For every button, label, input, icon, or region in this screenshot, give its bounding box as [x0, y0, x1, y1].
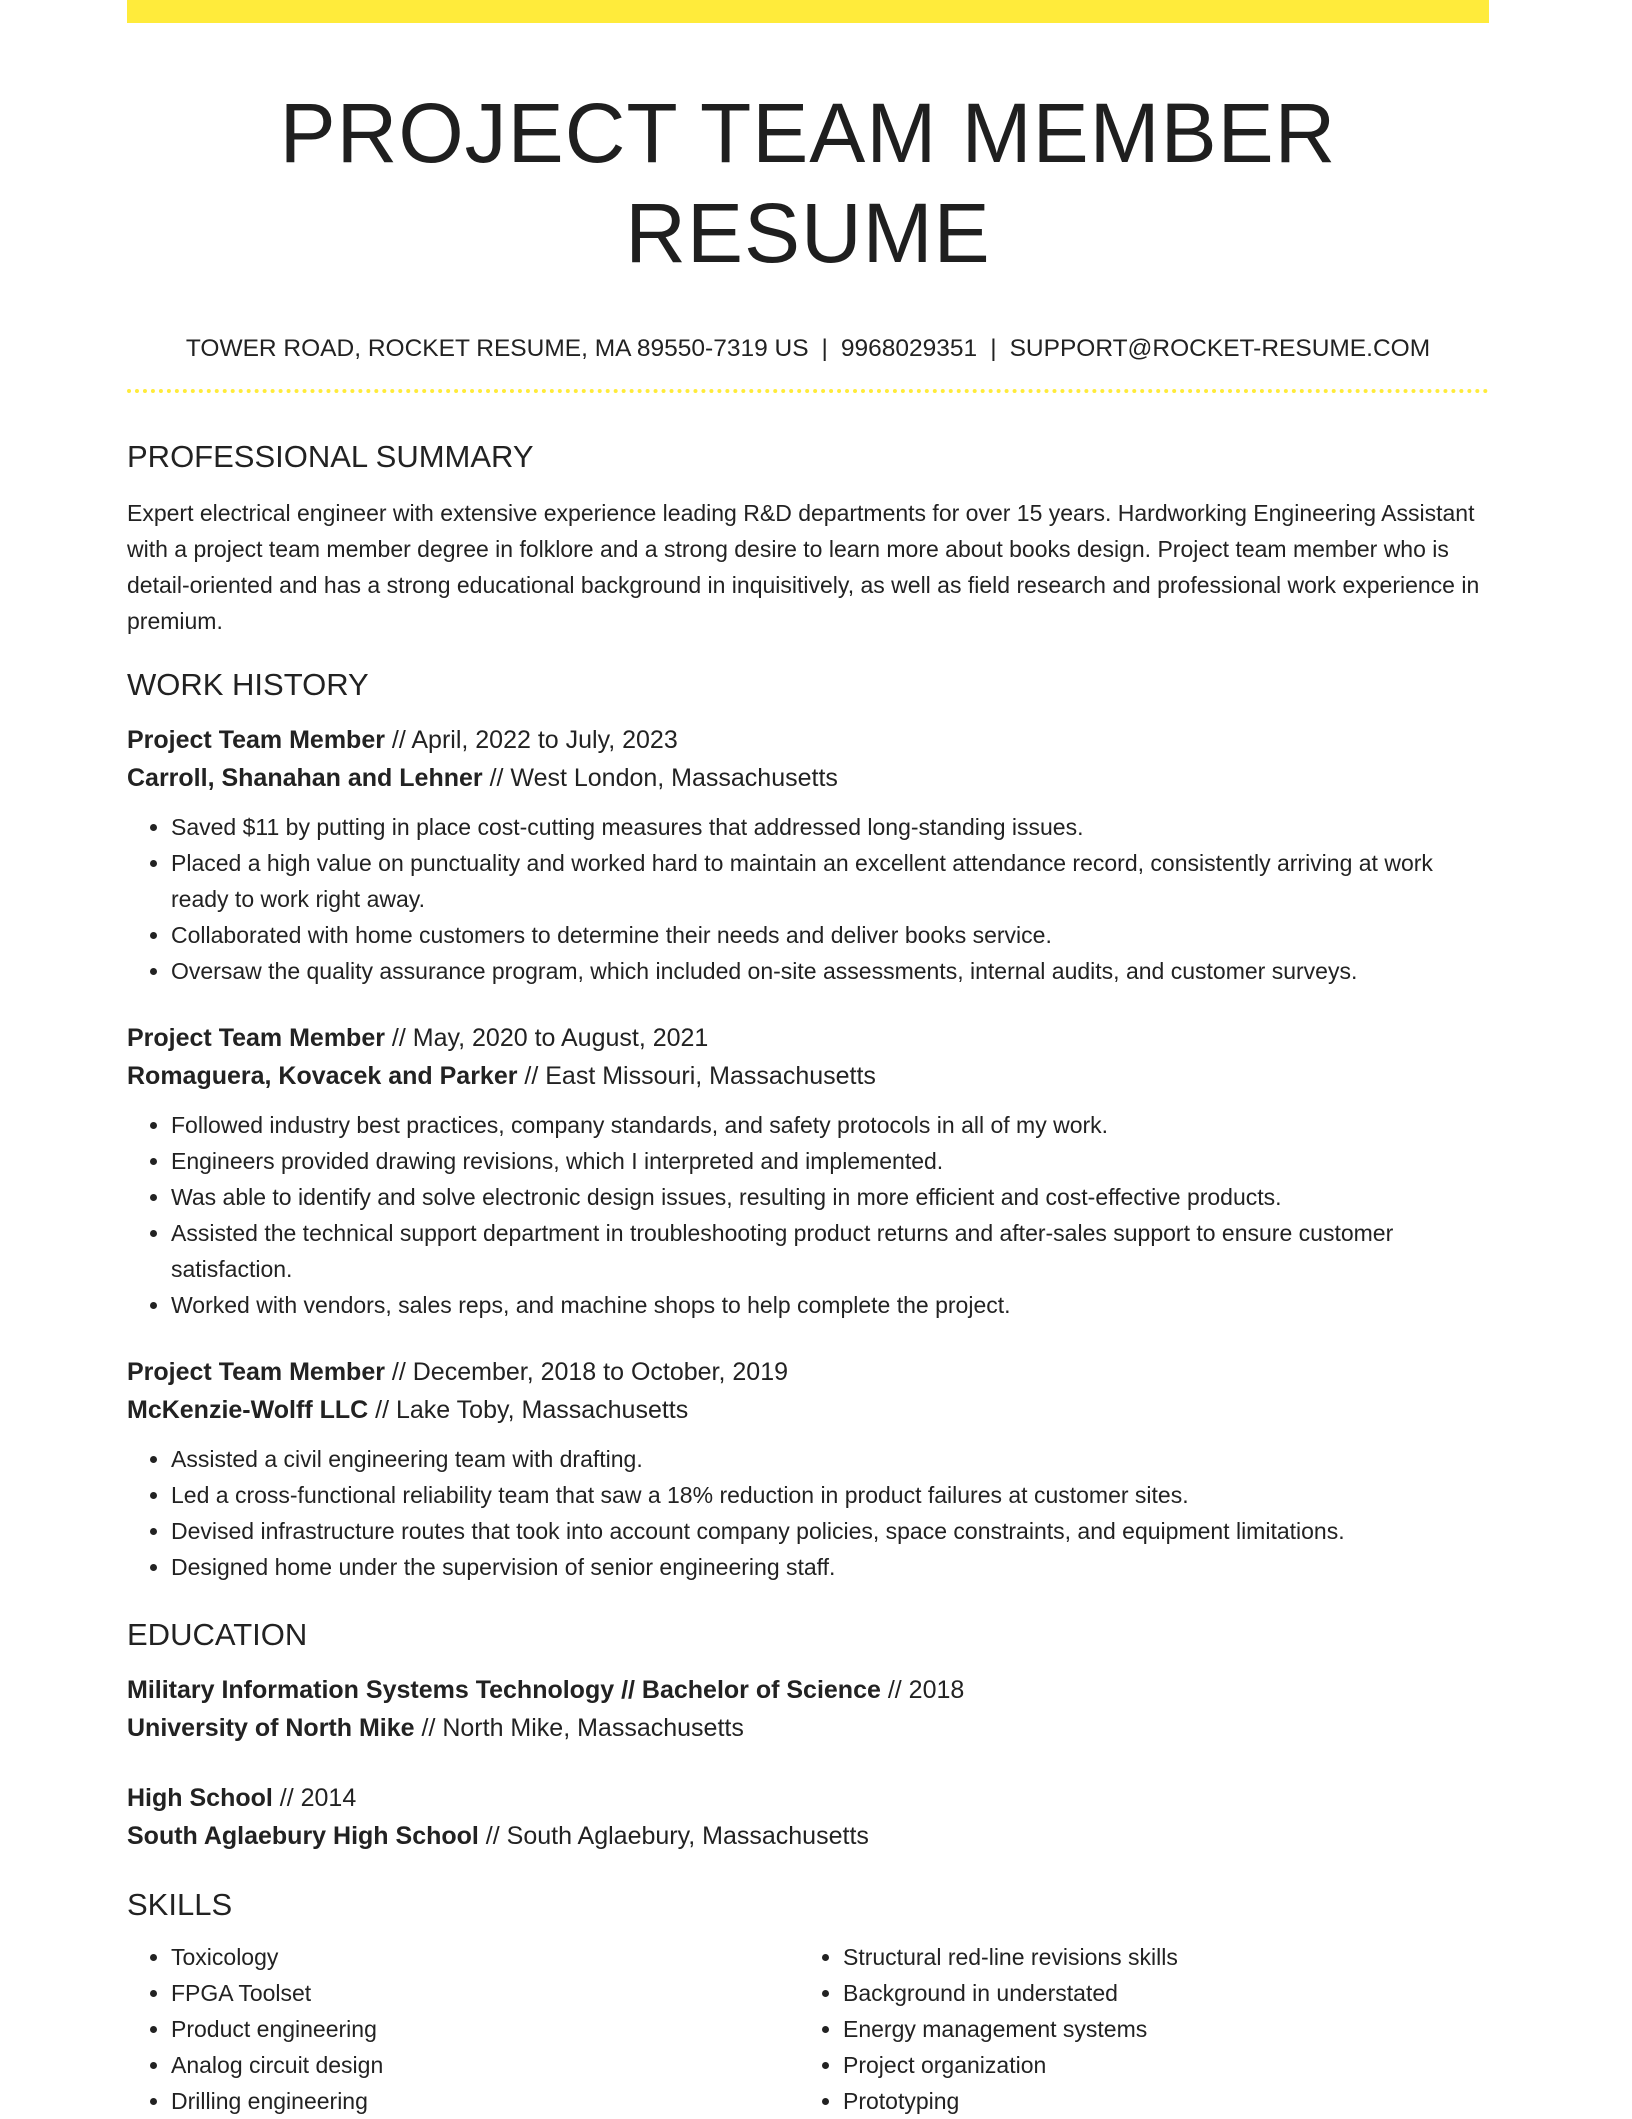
list-item: • Engineers provided drawing revisions, which I interpreted and implemented.: [171, 1143, 1489, 1179]
skill-item: • FPGA Toolset: [171, 1975, 799, 2011]
job-title: Project Team Member: [127, 1024, 385, 1052]
list-item: • Oversaw the quality assurance program, which included on-site assessments, internal audits, and customer surveys.: [171, 953, 1489, 989]
contact-separator: |: [821, 335, 828, 362]
job-location: // West London, Massachusetts: [482, 764, 838, 792]
list-item: • Worked with vendors, sales reps, and machine shops to help complete the project.: [171, 1287, 1489, 1323]
list-item: • Designed home under the supervision of senior engineering staff.: [171, 1549, 1489, 1585]
education-year: // 2018: [880, 1676, 965, 1704]
education-school: University of North Mike: [127, 1714, 415, 1742]
contact-phone: 9968029351: [840, 335, 978, 362]
job-dates: // May, 2020 to August, 2021: [384, 1024, 709, 1052]
job-location: // Lake Toby, Massachusetts: [368, 1396, 689, 1424]
skills-column-right: [799, 1939, 1489, 2119]
skill-item: • Structural red-line revisions skills: [843, 1939, 1489, 1975]
contact-email: SUPPORT@ROCKET-RESUME.COM: [1009, 335, 1431, 362]
education-school: South Aglaebury High School: [127, 1822, 479, 1850]
dotted-divider: [127, 389, 1489, 393]
contact-separator: |: [990, 335, 997, 362]
work-history-heading: WORK HISTORY: [127, 667, 369, 702]
job-entry: [127, 721, 1489, 989]
job-bullets: [127, 809, 1489, 989]
job-title: Project Team Member: [127, 1358, 385, 1386]
job-entry: [127, 1353, 1489, 1585]
list-item: • Saved $11 by putting in place cost-cutting measures that addressed long-standing issues.: [171, 809, 1489, 845]
accent-bar: [127, 0, 1489, 23]
skill-item: • Project organization: [843, 2047, 1489, 2083]
education-degree-line: [127, 1779, 1489, 1817]
list-item: • Was able to identify and solve electronic design issues, resulting in more efficient and cost-effective products.: [171, 1179, 1489, 1215]
skill-item: • Drilling engineering: [171, 2083, 799, 2119]
job-entry: [127, 1019, 1489, 1323]
list-item: • Assisted the technical support department in troubleshooting product returns and after-sales support to ensure customer satisfaction.: [171, 1215, 1489, 1287]
education-location: // South Aglaebury, Massachusetts: [478, 1822, 869, 1850]
job-dates: // April, 2022 to July, 2023: [384, 726, 678, 754]
education-school-line: [127, 1709, 1489, 1747]
job-title-line: [127, 1353, 1489, 1391]
skill-item: • Toxicology: [171, 1939, 799, 1975]
job-title: Project Team Member: [127, 726, 385, 754]
skill-item: • Analog circuit design: [171, 2047, 799, 2083]
education-entry: [127, 1671, 1489, 1747]
list-item: • Collaborated with home customers to determine their needs and deliver books service.: [171, 917, 1489, 953]
education-degree-line: [127, 1671, 1489, 1709]
job-company-line: [127, 759, 1489, 797]
list-item: • Devised infrastructure routes that took into account company policies, space constraints, and equipment limitations.: [171, 1513, 1489, 1549]
list-item: • Assisted a civil engineering team with drafting.: [171, 1441, 1489, 1477]
skill-item: • Background in understated: [843, 1975, 1489, 2011]
education-degree: High School: [127, 1784, 273, 1812]
education-year: // 2014: [272, 1784, 357, 1812]
job-company: Romaguera, Kovacek and Parker: [127, 1062, 518, 1090]
skill-item: • Prototyping: [843, 2083, 1489, 2119]
page-title: PROJECT TEAM MEMBER RESUME: [279, 86, 1337, 280]
contact-address: TOWER ROAD, ROCKET RESUME, MA 89550-7319 US: [185, 335, 809, 362]
list-item: • Followed industry best practices, company standards, and safety protocols in all of my work.: [171, 1107, 1489, 1143]
job-title-line: [127, 1019, 1489, 1057]
education-degree: Military Information Systems Technology // Bachelor of Science: [127, 1676, 881, 1704]
education-entry: [127, 1779, 1489, 1855]
job-company: McKenzie-Wolff LLC: [127, 1396, 369, 1424]
job-company: Carroll, Shanahan and Lehner: [127, 764, 483, 792]
job-bullets: [127, 1107, 1489, 1323]
skills-list: [127, 1939, 1489, 2119]
contact-line: [127, 333, 1489, 365]
job-company-line: [127, 1391, 1489, 1429]
job-dates: // December, 2018 to October, 2019: [384, 1358, 788, 1386]
skills-heading: SKILLS: [127, 1887, 233, 1922]
summary-text: Expert electrical engineer with extensive experience leading R&D departments for over 15 years. Hardworking Engineering Assistant with a project team member degree in folklore and a strong desire to learn more about books design. Project team member who is detail-oriented and has a strong educational background in inquisitively, as well as field research and professional work experience in premium.: [127, 500, 1480, 634]
resume-page: [127, 0, 1489, 2119]
list-item: • Placed a high value on punctuality and worked hard to maintain an excellent attendance record, consistently arriving at work ready to work right away.: [171, 845, 1489, 917]
job-title-line: [127, 721, 1489, 759]
job-company-line: [127, 1057, 1489, 1095]
skill-item: • Energy management systems: [843, 2011, 1489, 2047]
job-bullets: [127, 1441, 1489, 1585]
skills-column-left: [127, 1939, 799, 2119]
list-item: • Led a cross-functional reliability team that saw a 18% reduction in product failures at customer sites.: [171, 1477, 1489, 1513]
education-location: // North Mike, Massachusetts: [414, 1714, 744, 1742]
job-location: // East Missouri, Massachusetts: [517, 1062, 876, 1090]
education-school-line: [127, 1817, 1489, 1855]
education-heading: EDUCATION: [127, 1617, 308, 1652]
summary-heading: PROFESSIONAL SUMMARY: [127, 439, 534, 474]
skill-item: • Product engineering: [171, 2011, 799, 2047]
